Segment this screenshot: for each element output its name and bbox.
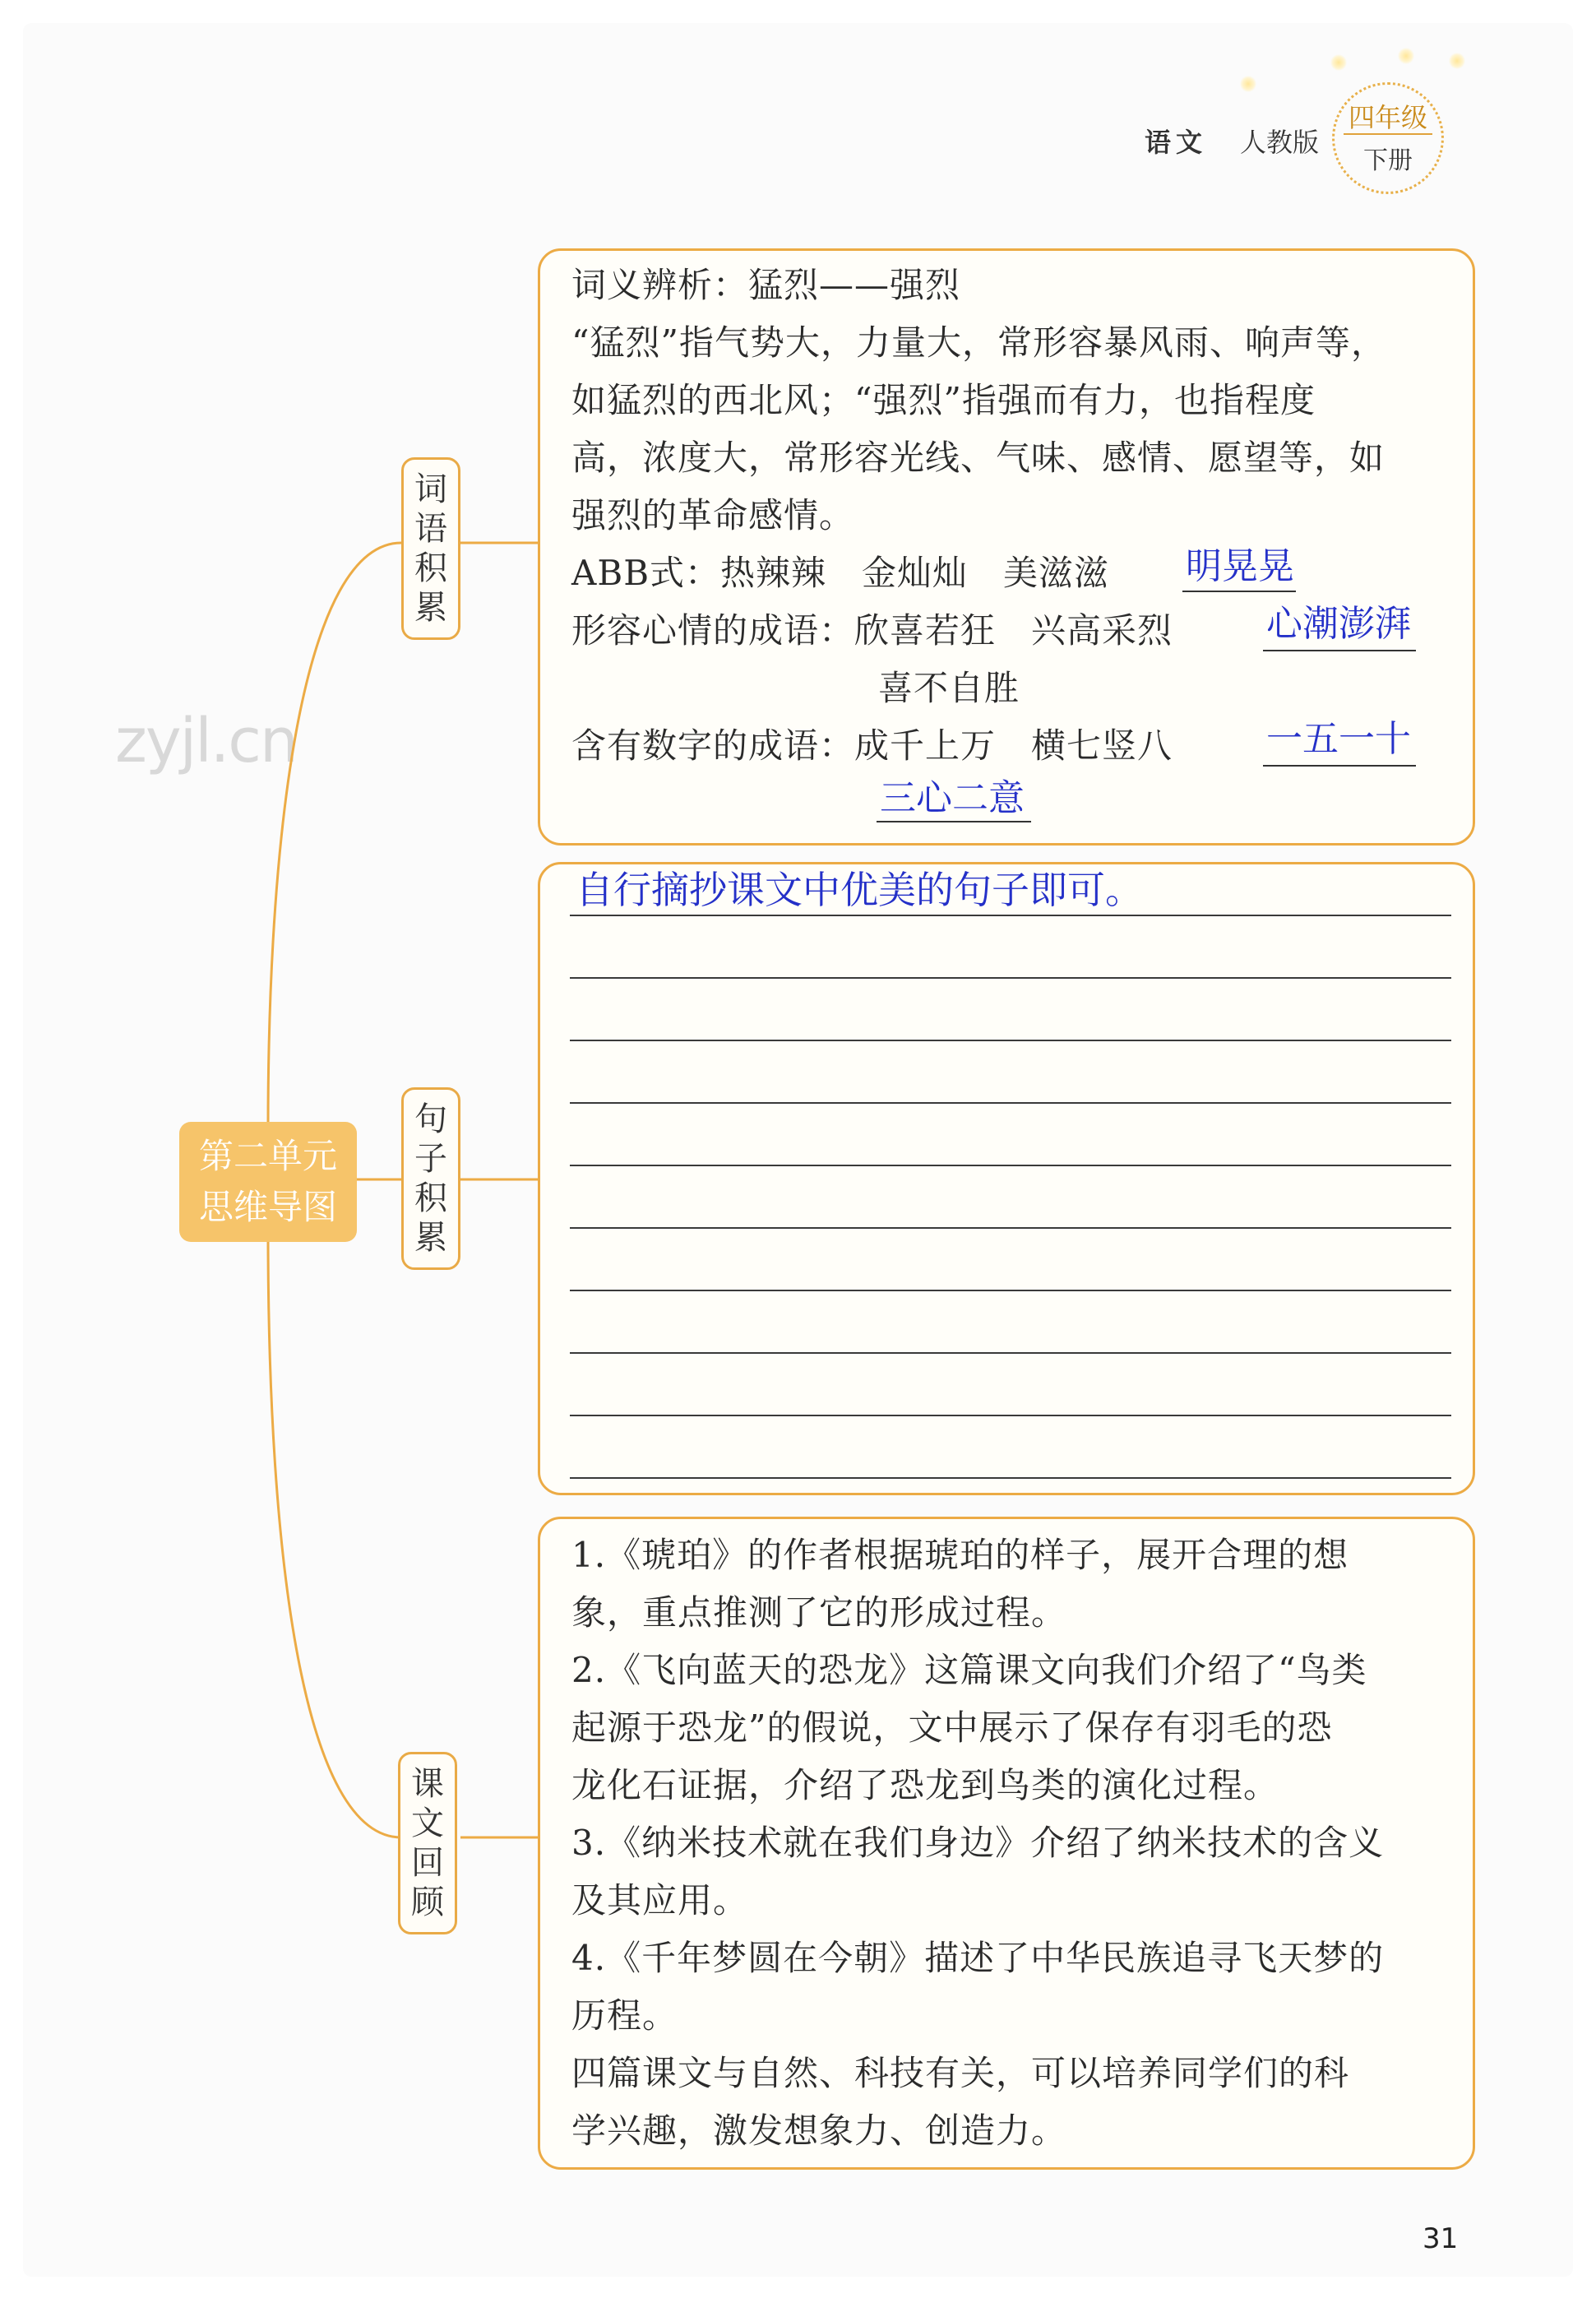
writing-line [570,1165,1451,1166]
writing-line [570,977,1451,979]
review-line: 象，重点推测了它的形成过程。 [571,1592,1067,1633]
branch-char: 子 [414,1140,447,1178]
mood-idioms: 形容心情的成语：欣喜若狂 兴高采烈 [571,610,1173,651]
vocab-line: 强烈的革命感情。 [571,495,855,535]
review-line: 四篇课文与自然、科技有关，可以培养同学们的科 [571,2053,1350,2093]
volume-label: 下册 [1363,146,1413,175]
writing-line [570,1040,1451,1041]
number-answer-1: 一五一十 [1266,718,1411,760]
review-line: 及其应用。 [571,1880,749,1920]
answer-blank [1263,765,1416,767]
review-line: 起源于恐龙”的假说，文中展示了保存有羽毛的恐 [571,1707,1333,1748]
branch-text-review [398,1752,457,1934]
page-number: 31 [1423,2222,1459,2255]
vocab-line: “猛烈”指气势大，力量大，常形容暴风雨、响声等， [571,322,1386,363]
branch-char: 语 [414,510,447,548]
branch-char: 累 [414,1219,447,1257]
branch-char: 累 [414,589,447,627]
center-title-line1: 第二单元 [198,1136,337,1176]
vocab-line: 如猛烈的西北风；“强烈”指强而有力，也指程度 [571,380,1316,420]
sentence-answer: 自行摘抄课文中优美的句子即可。 [576,868,1143,912]
mood-answer: 心潮澎湃 [1266,603,1411,645]
branch-char: 词 [414,470,447,508]
number-answer-2: 三心二意 [880,777,1025,819]
answer-blank [1263,650,1416,651]
review-line: 学兴趣，激发想象力、创造力。 [571,2110,1067,2151]
grade-label: 四年级 [1348,102,1427,133]
review-line: 3.《纳米技术就在我们身边》介绍了纳米技术的含义 [571,1823,1385,1863]
answer-blank [1182,591,1296,592]
branch-char: 句 [414,1100,447,1138]
branch-char: 积 [414,1179,447,1217]
branch-char: 回 [411,1844,444,1882]
writing-line [570,1352,1451,1354]
writing-line [570,1102,1451,1104]
branch-char: 文 [411,1805,444,1842]
writing-line [570,1227,1451,1229]
review-line: 2.《飞向蓝天的恐龙》这篇课文向我们介绍了“鸟类 [571,1650,1367,1690]
branch-char: 积 [414,549,447,587]
review-line: 4.《千年梦圆在今朝》描述了中华民族追寻飞天梦的 [571,1938,1385,1978]
branch-char: 课 [411,1765,444,1803]
vocab-line: 词义辨析：猛烈——强烈 [571,265,961,305]
review-line: 1.《琥珀》的作者根据琥珀的样子，展开合理的想 [571,1535,1349,1575]
branch-vocab-accumulation [401,457,460,640]
sentence-box [538,862,1475,1495]
writing-line [570,1290,1451,1291]
center-node [179,1122,357,1242]
edition-label: 人教版 [1240,127,1320,158]
review-line: 历程。 [571,1995,678,2036]
abb-words: ABB式：热辣辣 金灿灿 美滋滋 [571,553,1110,593]
branch-char: 顾 [411,1883,444,1921]
writing-line [570,1477,1451,1479]
writing-line [570,1415,1451,1416]
subject-label: 语文 [1145,127,1208,158]
writing-line [570,915,1451,916]
number-idioms: 含有数字的成语：成千上万 横七竖八 [571,725,1173,766]
mood-idioms-cont: 喜不自胜 [878,668,1020,708]
abb-answer: 明晃晃 [1186,545,1294,587]
center-title-line2: 思维导图 [198,1187,337,1227]
watermark: zyjl.cn [115,706,297,776]
review-line: 龙化石证据，介绍了恐龙到鸟类的演化过程。 [571,1765,1279,1805]
branch-sentence-accumulation [401,1087,460,1270]
answer-blank [877,821,1031,822]
vocab-line: 高，浓度大，常形容光线、气味、感情、愿望等，如 [571,438,1386,478]
